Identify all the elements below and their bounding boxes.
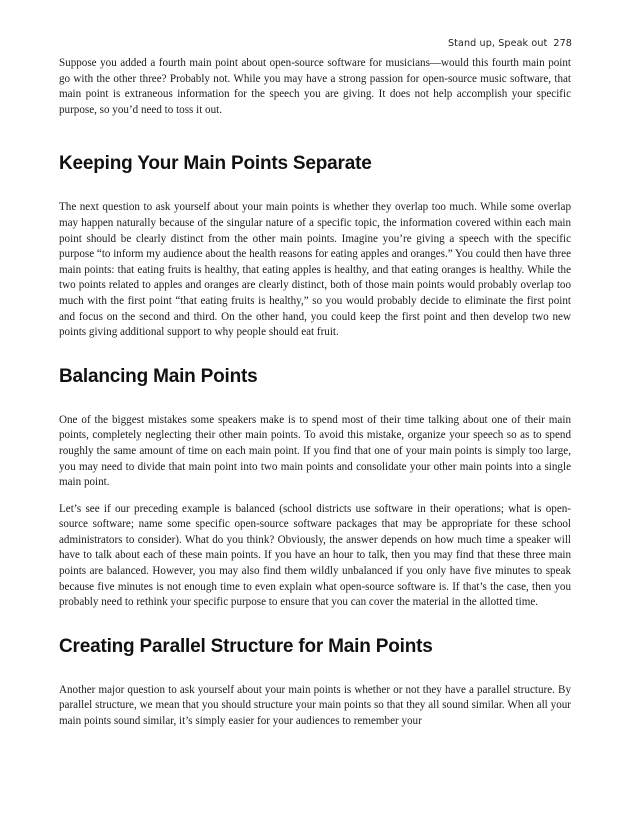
paragraph-parallel: Another major question to ask yourself about your main points is whether or not they have a parallel structure. By parallel structure, we mean that you should structure your main points so that they all sound similar. When all your main points sound similar, it’s simply easier for your audiences to remember your <box>59 683 571 728</box>
paragraph-separate: The next question to ask yourself about your main points is whether they overlap too much. While some overlap may happen naturally because of the singular nature of a specific topic, the information covered within each main point should be clearly distinct from the other main points. Imagine you’re giving a speech with the specific purpose “to inform my audience about the health reasons for eating apples and oranges.” You could then have three main points: that eating fruits is healthy, that eating apples is healthy, and that eating oranges is healthy. While the two points related to apples and oranges are clearly distinct, both of those main points would probably overlap too much with the first point “that eating fruits is healthy,” so you would probably decide to eliminate the first point and focus on the second and third. On the other hand, you could keep the first point and then develop two new points giving additional support to why people should eat fruit. <box>59 201 572 339</box>
running-title: Stand up, Speak out <box>447 38 548 49</box>
heading-keeping-main-points-separate: Keeping Your Main Points Separate <box>59 153 372 175</box>
heading-balancing-main-points: Balancing Main Points <box>59 365 258 387</box>
paragraph-balancing-2: Let’s see if our preceding example is balanced (school districts use software in their operations; what is open-source software; name some specific open-source software packages that may be appropriate for these school administrators to consider). What do you think? Obviously, the answer depends on how much time a speaker will have to talk about each of these main points. If you have an hour to talk, then you may find that these three main points are balanced. However, you may also find them wildly unbalanced if you only have five minutes to speak because five minutes is not enough time to even explain what open-source software is. If that’s the case, then you probably need to rethink your specific purpose to ensure that you can cover the material in the allotted time. <box>59 502 571 609</box>
paragraph-intro: Suppose you added a fourth main point about open-source software for musicians—would this fourth main point go with the other three? Probably not. While you may have a strong passion for open-source music software, that main point is extraneous information for the speech you are giving. It does not help accomplish your specific purpose, so you’d need to toss it out. <box>59 57 571 116</box>
heading-parallel-structure: Creating Parallel Structure for Main Points <box>59 635 433 657</box>
page-body <box>59 56 571 741</box>
page-number: 278 <box>553 38 572 49</box>
paragraph-balancing-1: One of the biggest mistakes some speakers make is to spend most of their time talking about one of their main points, completely neglecting their other main points. To avoid this mistake, organize your speech so as to spend roughly the same amount of time on each main point. If you find that one of your main points is simply too large, you may need to divide that main point into two main points and consolidate your other main points into a single main point. <box>59 413 571 489</box>
running-header <box>448 38 572 49</box>
